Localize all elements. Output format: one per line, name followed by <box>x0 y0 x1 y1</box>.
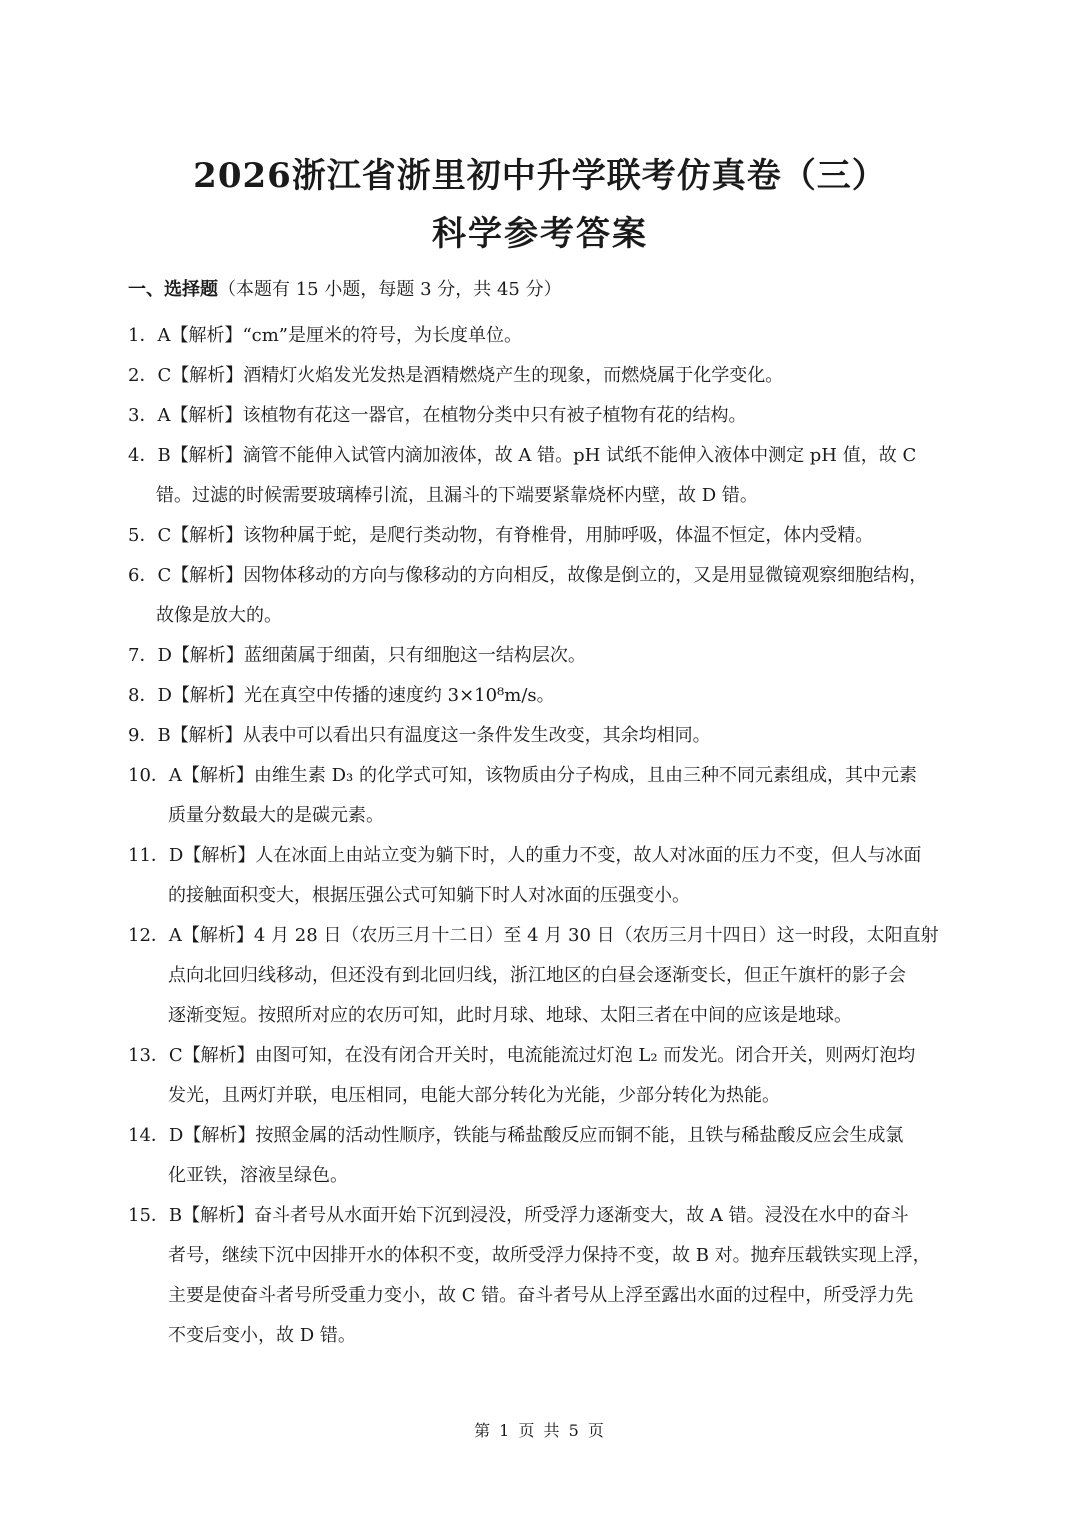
analysis-text: 人在冰面上由站立变为躺下时，人的重力不变，故人对冰面的压力不变，但人与冰面 <box>255 845 922 866</box>
answer-item <box>128 836 954 916</box>
answer-item <box>128 716 954 756</box>
answer-line <box>128 1116 954 1156</box>
section-header <box>128 276 562 304</box>
answer-choice: C <box>157 525 172 546</box>
analysis-tag: 【解析】 <box>182 1045 255 1066</box>
answer-choice: D <box>157 645 172 666</box>
answer-line <box>128 396 954 436</box>
analysis-tag: 【解析】 <box>171 565 244 586</box>
analysis-text: 从表中可以看出只有温度这一条件发生改变，其余均相同。 <box>242 725 711 746</box>
answer-choice: B <box>157 445 171 466</box>
analysis-tag: 【解析】 <box>171 525 244 546</box>
answer-number: 15． <box>128 1205 169 1226</box>
answer-item <box>128 756 954 836</box>
answer-number: 1． <box>128 325 158 346</box>
answer-item <box>128 916 954 1036</box>
analysis-text: 主要是使奋斗者号所受重力变小，故 C 错。奋斗者号从上浮至露出水面的过程中，所受浮力先 <box>168 1285 914 1306</box>
answer-line <box>128 956 954 996</box>
analysis-text: 按照金属的活动性顺序，铁能与稀盐酸反应而铜不能，且铁与稀盐酸反应会生成氯 <box>255 1125 904 1146</box>
answer-line <box>128 636 954 676</box>
answer-choice: B <box>157 725 171 746</box>
answer-line <box>128 1076 954 1116</box>
page-footer: 第 1 页 共 5 页 <box>474 1421 606 1440</box>
answer-line <box>128 356 954 396</box>
answer-line <box>128 1316 954 1356</box>
answer-number: 11． <box>128 845 169 866</box>
answer-line <box>128 476 954 516</box>
answer-item <box>128 1036 954 1116</box>
answer-line <box>128 796 954 836</box>
answer-line <box>128 1156 954 1196</box>
analysis-tag: 【解析】 <box>181 925 254 946</box>
answer-line <box>128 316 954 356</box>
analysis-text: 因物体移动的方向与像移动的方向相反，故像是倒立的，又是用显微镜观察细胞结构， <box>243 565 928 586</box>
analysis-text: 者号，继续下沉中因排开水的体积不变，故所受浮力保持不变，故 B 对。抛弃压载铁实现上浮， <box>168 1245 931 1266</box>
answer-choice: A <box>168 765 182 786</box>
answer-item <box>128 1196 954 1356</box>
answer-number: 9． <box>128 725 158 746</box>
analysis-text: “cm”是厘米的符号，为长度单位。 <box>242 325 523 346</box>
answer-line <box>128 1196 954 1236</box>
page-subtitle: 科学参考答案 <box>432 214 648 254</box>
analysis-tag: 【解析】 <box>182 1205 255 1226</box>
analysis-text: 滴管不能伸入试管内滴加液体，故 A 错。pH 试纸不能伸入液体中测定 pH 值，故 C <box>242 445 917 466</box>
analysis-tag: 【解析】 <box>171 685 244 706</box>
analysis-text: 蓝细菌属于细菌，只有细胞这一结构层次。 <box>243 645 586 666</box>
answer-number: 12． <box>128 925 169 946</box>
answer-line <box>128 556 954 596</box>
answer-line <box>128 436 954 476</box>
analysis-tag: 【解析】 <box>181 765 254 786</box>
analysis-text: 4 月 28 日（农历三月十二日）至 4 月 30 日（农历三月十四日）这一时段，太阳直射 <box>253 925 939 946</box>
answer-number: 8． <box>128 685 158 706</box>
answer-line <box>128 836 954 876</box>
page-title: 2026浙江省浙里初中升学联考仿真卷（三） <box>193 156 887 196</box>
answer-line <box>128 676 954 716</box>
analysis-text: 故像是放大的。 <box>156 605 282 626</box>
answer-choice: C <box>157 365 172 386</box>
answer-item <box>128 356 954 396</box>
analysis-text: 逐渐变短。按照所对应的农历可知，此时月球、地球、太阳三者在中间的应该是地球。 <box>168 1005 852 1026</box>
answer-choice: D <box>157 685 172 706</box>
answer-choice: B <box>168 1205 183 1226</box>
analysis-text: 由图可知，在没有闭合开关时，电流能流过灯泡 L₂ 而发光。闭合开关，则两灯泡均 <box>254 1045 916 1066</box>
analysis-text: 奋斗者号从水面开始下沉到浸没，所受浮力逐渐变大，故 A 错。浸没在水中的奋斗 <box>254 1205 909 1226</box>
answer-line <box>128 996 954 1036</box>
answer-list <box>128 316 954 1356</box>
analysis-tag: 【解析】 <box>183 845 256 866</box>
answer-choice: C <box>168 1045 183 1066</box>
analysis-tag: 【解析】 <box>170 445 243 466</box>
analysis-text: 的接触面积变大，根据压强公式可知躺下时人对冰面的压强变小。 <box>168 885 690 906</box>
analysis-text: 该植物有花这一器官，在植物分类中只有被子植物有花的结构。 <box>242 405 747 426</box>
answer-choice: A <box>168 925 182 946</box>
answer-item <box>128 396 954 436</box>
analysis-tag: 【解析】 <box>183 1125 256 1146</box>
answer-choice: D <box>168 1125 184 1146</box>
analysis-text: 酒精灯火焰发光发热是酒精燃烧产生的现象，而燃烧属于化学变化。 <box>243 365 784 386</box>
answer-line <box>128 1276 954 1316</box>
analysis-text: 点向北回归线移动，但还没有到北回归线，浙江地区的白昼会逐渐变长，但正午旗杆的影子会 <box>168 965 906 986</box>
analysis-text: 质量分数最大的是碳元素。 <box>168 805 384 826</box>
analysis-tag: 【解析】 <box>170 725 243 746</box>
answer-line <box>128 876 954 916</box>
answer-item <box>128 516 954 556</box>
answer-number: 5． <box>128 525 158 546</box>
answer-number: 14． <box>128 1125 169 1146</box>
analysis-text: 不变后变小，故 D 错。 <box>168 1325 356 1346</box>
answer-number: 6． <box>128 565 158 586</box>
answer-item <box>128 436 954 516</box>
analysis-text: 光在真空中传播的速度约 3×10⁸m/s。 <box>243 685 555 706</box>
answer-number: 13． <box>128 1045 169 1066</box>
answer-number: 10． <box>128 765 169 786</box>
answer-choice: A <box>157 325 171 346</box>
answer-item <box>128 316 954 356</box>
analysis-tag: 【解析】 <box>171 365 244 386</box>
answer-line <box>128 1236 954 1276</box>
answer-line <box>128 596 954 636</box>
answer-item <box>128 556 954 636</box>
answer-line <box>128 916 954 956</box>
analysis-text: 由维生素 D₃ 的化学式可知，该物质由分子构成，且由三种不同元素组成，其中元素 <box>253 765 917 786</box>
answer-number: 7． <box>128 645 158 666</box>
answer-choice: D <box>168 845 184 866</box>
answer-item <box>128 676 954 716</box>
analysis-text: 错。过滤的时候需要玻璃棒引流，且漏斗的下端要紧靠烧杯内壁，故 D 错。 <box>156 485 758 506</box>
answer-line <box>128 756 954 796</box>
analysis-tag: 【解析】 <box>171 645 244 666</box>
answer-item <box>128 1116 954 1196</box>
answer-item <box>128 636 954 676</box>
answer-number: 2． <box>128 365 158 386</box>
analysis-text: 化亚铁，溶液呈绿色。 <box>168 1165 348 1186</box>
analysis-text: 该物种属于蛇，是爬行类动物，有脊椎骨，用肺呼吸，体温不恒定，体内受精。 <box>243 525 874 546</box>
answer-choice: A <box>157 405 171 426</box>
answer-line <box>128 516 954 556</box>
answer-number: 3． <box>128 405 158 426</box>
answer-line <box>128 716 954 756</box>
analysis-tag: 【解析】 <box>170 325 243 346</box>
section-note: （本题有 15 小题，每题 3 分，共 45 分） <box>218 279 562 300</box>
analysis-tag: 【解析】 <box>170 405 243 426</box>
section-heading: 一、选择题 <box>128 279 218 300</box>
answer-number: 4． <box>128 445 158 466</box>
answer-choice: C <box>157 565 172 586</box>
analysis-text: 发光，且两灯并联，电压相同，电能大部分转化为光能，少部分转化为热能。 <box>168 1085 780 1106</box>
answer-line <box>128 1036 954 1076</box>
